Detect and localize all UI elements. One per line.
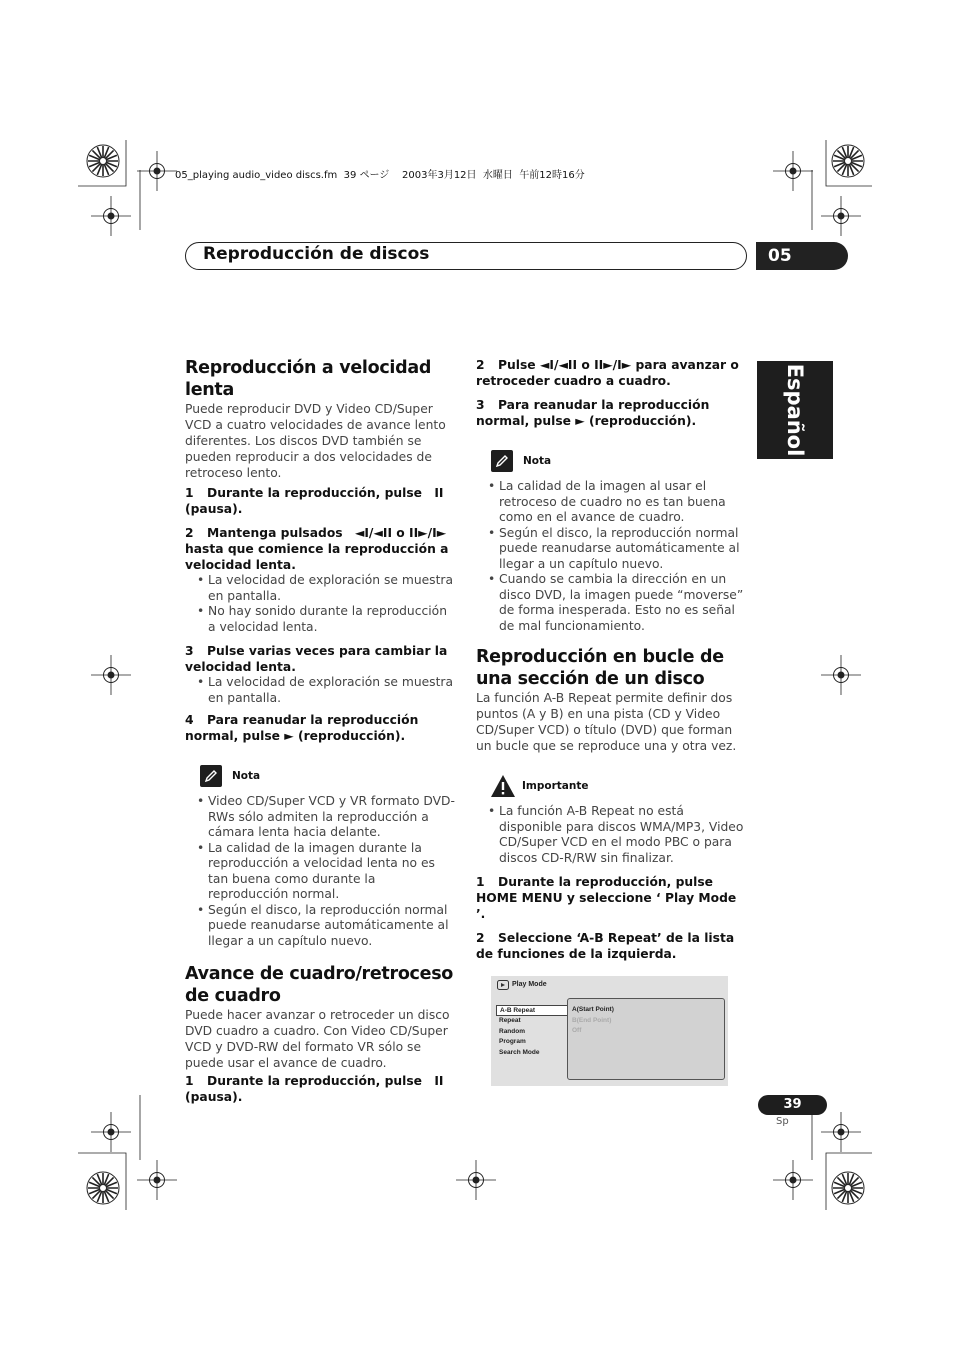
list-item: • La calidad de la imagen durante la reproducción a velocidad lenta no es tan buena como durante la reproducción normal. bbox=[197, 841, 457, 903]
list-item: • La velocidad de exploración se muestra en pantalla. bbox=[197, 675, 457, 706]
step-1: 1 Durante la reproducción, pulse II (pausa). bbox=[185, 486, 444, 516]
step-3: 3 Pulse varias veces para cambiar la velocidad lenta. bbox=[185, 644, 448, 674]
section-title-frame-advance: Avance de cuadro/retroceso de cuadro bbox=[185, 964, 454, 1006]
menu-item-random[interactable]: Random bbox=[499, 1027, 525, 1035]
list-item: • Cuando se cambia la dirección en un disco DVD, la imagen puede “moverse” de forma inesperada. Esto no es señal de mal funcionamiento. bbox=[488, 572, 748, 634]
slow-buttons-symbol: ◄I/◄II o II►/I► bbox=[354, 526, 447, 540]
list-item: • La función A-B Repeat no está disponible para discos WMA/MP3, Video CD/Super VCD en el modo PBC o para discos CD-R/RW sin finalizar. bbox=[488, 804, 748, 866]
menu-item-program[interactable]: Program bbox=[499, 1038, 526, 1045]
menu-item-repeat[interactable]: Repeat bbox=[499, 1017, 521, 1024]
frame-step-1: 1 Durante la reproducción, pulse II (pausa). bbox=[185, 1074, 444, 1104]
list-item: • La calidad de la imagen al usar el retroceso de cuadro no es tan buena como en el avance de cuadro. bbox=[488, 479, 748, 526]
play-mode-menu bbox=[496, 1005, 568, 1058]
menu-item-ab-repeat[interactable]: A-B Repeat bbox=[496, 1005, 568, 1016]
option-off: Off bbox=[572, 1027, 582, 1034]
step-3-bullets bbox=[185, 675, 457, 706]
list-item: • Según el disco, la reproducción normal puede reanudarse automáticamente al llegar a un capítulo nuevo. bbox=[197, 903, 457, 950]
section-title-ab-repeat: Reproducción en bucle de una sección de un disco bbox=[476, 647, 724, 689]
warning-icon bbox=[490, 774, 516, 798]
list-item: • Video CD/Super VCD y VR formato DVD-RWs sólo admiten la reproducción a cámara lenta hacia delante. bbox=[197, 794, 457, 841]
section-title-slow-motion: Reproducción a velocidad lenta bbox=[185, 358, 432, 400]
section-intro-frame-advance: Puede hacer avanzar o retroceder un disco DVD cuadro a cuadro. Con Video CD/Super VCD y DVD-RW del formato VR sólo se puede usar el avance de cuadro. bbox=[185, 1008, 450, 1070]
note-header bbox=[185, 764, 457, 788]
section-intro-ab-repeat: La función A-B Repeat permite definir dos puntos (A y B) en una pista (CD y Video CD/Super VCD) o título (DVD) que forman un bucle que se reproduce una y otra vez. bbox=[476, 691, 737, 753]
right-column bbox=[476, 357, 748, 962]
chapter-number: 05 bbox=[756, 242, 848, 270]
list-item: • La velocidad de exploración se muestra en pantalla. bbox=[197, 573, 457, 604]
pause-symbol: II bbox=[434, 486, 444, 500]
note-bullets bbox=[476, 479, 748, 634]
important-header bbox=[476, 774, 748, 798]
pause-symbol: II bbox=[434, 1074, 444, 1088]
step-4: 4 Para reanudar la reproducción normal, pulse ► (reproducción). bbox=[185, 713, 419, 743]
note-header bbox=[476, 449, 748, 473]
list-item: • Según el disco, la reproducción normal puede reanudarse automáticamente al llegar a un capítulo nuevo. bbox=[488, 526, 748, 573]
section-intro-slow-motion: Puede reproducir DVD y Video CD/Super VCD a cuatro velocidades de avance lento diferentes. Los discos DVD también se pueden reproducir a dos velocidades de retroceso lento. bbox=[185, 402, 446, 480]
play-mode-screen bbox=[491, 976, 728, 1086]
note-label: Nota bbox=[232, 770, 261, 782]
ab-step-1: 1 Durante la reproducción, pulse HOME MENU y seleccione ‘ Play Mode ’. bbox=[476, 875, 737, 921]
pencil-icon bbox=[200, 765, 222, 787]
language-tab bbox=[757, 361, 833, 459]
option-start-point[interactable]: A(Start Point) bbox=[572, 1006, 614, 1013]
menu-item-search-mode[interactable]: Search Mode bbox=[499, 1048, 540, 1056]
option-end-point: B(End Point) bbox=[572, 1016, 612, 1024]
important-bullets bbox=[476, 804, 748, 866]
list-item: • No hay sonido durante la reproducción a velocidad lenta. bbox=[197, 604, 457, 635]
frame-step-3: 3 Para reanudar la reproducción normal, pulse ► (reproducción). bbox=[476, 398, 710, 428]
print-header-line: 05_playing audio_video discs.fm 39 ページ 2003年3月12日 水曜日 午前12時16分 bbox=[175, 170, 585, 181]
page-language-code: Sp bbox=[776, 1116, 789, 1127]
step-2-bullets bbox=[185, 573, 457, 635]
ab-step-2: 2 Seleccione ‘A-B Repeat’ de la lista de funciones de la izquierda. bbox=[476, 931, 735, 961]
note-bullets bbox=[185, 794, 457, 949]
play-mode-icon bbox=[497, 980, 509, 990]
left-column bbox=[185, 357, 457, 1105]
pencil-icon bbox=[491, 450, 513, 472]
frame-step-2: 2 Pulse ◄I/◄II o II►/I► para avanzar o retroceder cuadro a cuadro. bbox=[476, 358, 739, 388]
page-number: 39 bbox=[758, 1095, 827, 1115]
screen-title: Play Mode bbox=[512, 981, 547, 988]
play-mode-options bbox=[567, 998, 725, 1080]
note-label: Nota bbox=[523, 455, 552, 467]
important-label: Importante bbox=[522, 780, 589, 792]
step-2: 2 Mantenga pulsados ◄I/◄II o II►/I► hasta que comience la reproducción a velocidad lenta. bbox=[185, 526, 449, 572]
chapter-title: Reproducción de discos bbox=[203, 244, 430, 264]
language-tab-label: Español bbox=[783, 363, 807, 457]
